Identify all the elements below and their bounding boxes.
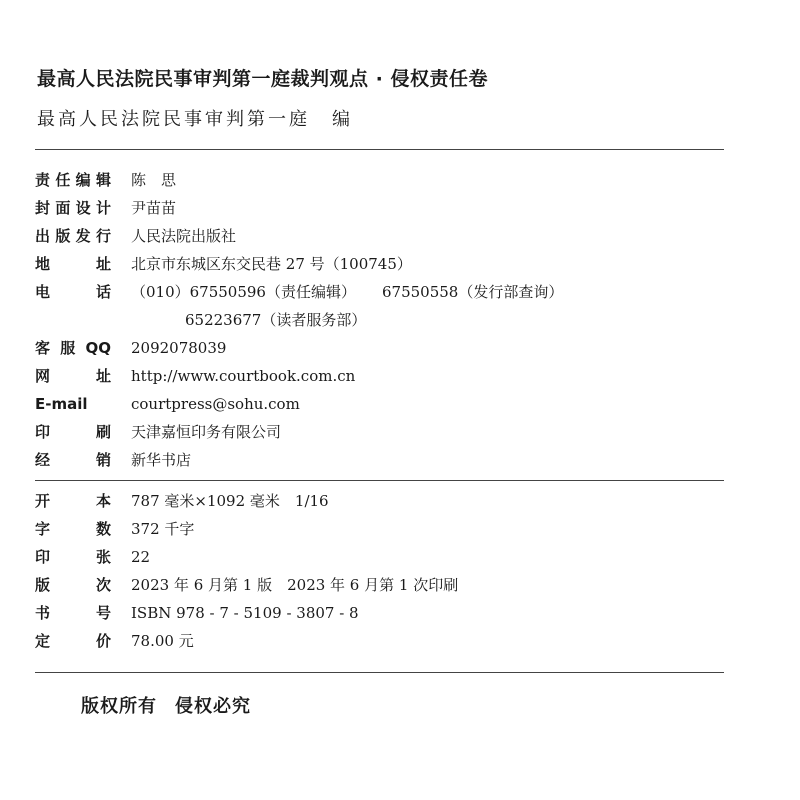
value-email: courtpress@sohu.com <box>131 395 300 413</box>
label-qq: 客服QQ <box>35 339 111 357</box>
all-rights-reserved: 版权所有 <box>81 696 157 717</box>
value-address: 北京市东城区东交民巷 27 号（100745） <box>131 255 412 273</box>
editor-name: 最高人民法院民事审判第一庭 <box>37 109 310 130</box>
divider-bottom <box>35 672 724 673</box>
value-edition: 2023 年 6 月第 1 版 2023 年 6 月第 1 次印刷 <box>131 576 459 594</box>
value-website: http://www.courtbook.com.cn <box>131 367 356 385</box>
label-isbn: 书号 <box>35 604 111 622</box>
value-responsible-editor: 陈 思 <box>131 171 177 189</box>
label-edition: 版次 <box>35 576 111 594</box>
label-cover-design: 封面设计 <box>35 199 111 217</box>
divider-top <box>35 149 724 150</box>
label-responsible-editor: 责任编辑 <box>35 171 111 189</box>
piracy-warning: 侵权必究 <box>175 696 251 717</box>
value-distributor: 新华书店 <box>131 451 192 469</box>
value-qq: 2092078039 <box>131 339 227 357</box>
phone-reader-service: 65223677（读者服务部） <box>185 311 367 329</box>
label-sheets: 印张 <box>35 548 111 566</box>
value-word-count: 372 千字 <box>131 520 195 538</box>
divider-middle <box>35 480 724 481</box>
label-format: 开本 <box>35 492 111 510</box>
label-website: 网址 <box>35 367 111 385</box>
label-publisher: 出版发行 <box>35 227 111 245</box>
label-phone: 电话 <box>35 283 111 301</box>
label-address: 地址 <box>35 255 111 273</box>
value-phone <box>131 280 563 304</box>
label-price: 定价 <box>35 632 111 650</box>
value-price: 78.00 元 <box>131 632 194 650</box>
label-email: E-mail <box>35 395 88 413</box>
book-editor <box>37 105 353 131</box>
value-format: 787 毫米×1092 毫米 1/16 <box>131 492 329 510</box>
value-sheets: 22 <box>131 548 151 566</box>
book-title: 最高人民法院民事审判第一庭裁判观点 · 侵权责任卷 <box>37 68 488 90</box>
value-cover-design: 尹苗苗 <box>131 199 177 217</box>
phone-editor: （010）67550596（责任编辑） <box>131 283 356 301</box>
copyright-notice <box>81 692 251 718</box>
editor-role: 编 <box>332 109 353 130</box>
label-distributor: 经销 <box>35 451 111 469</box>
label-word-count: 字数 <box>35 520 111 538</box>
value-publisher: 人民法院出版社 <box>131 227 237 245</box>
value-printer: 天津嘉恒印务有限公司 <box>131 423 282 441</box>
phone-distribution: 67550558（发行部查询） <box>381 283 564 301</box>
value-isbn: ISBN 978 - 7 - 5109 - 3807 - 8 <box>131 604 359 622</box>
label-printer: 印刷 <box>35 423 111 441</box>
